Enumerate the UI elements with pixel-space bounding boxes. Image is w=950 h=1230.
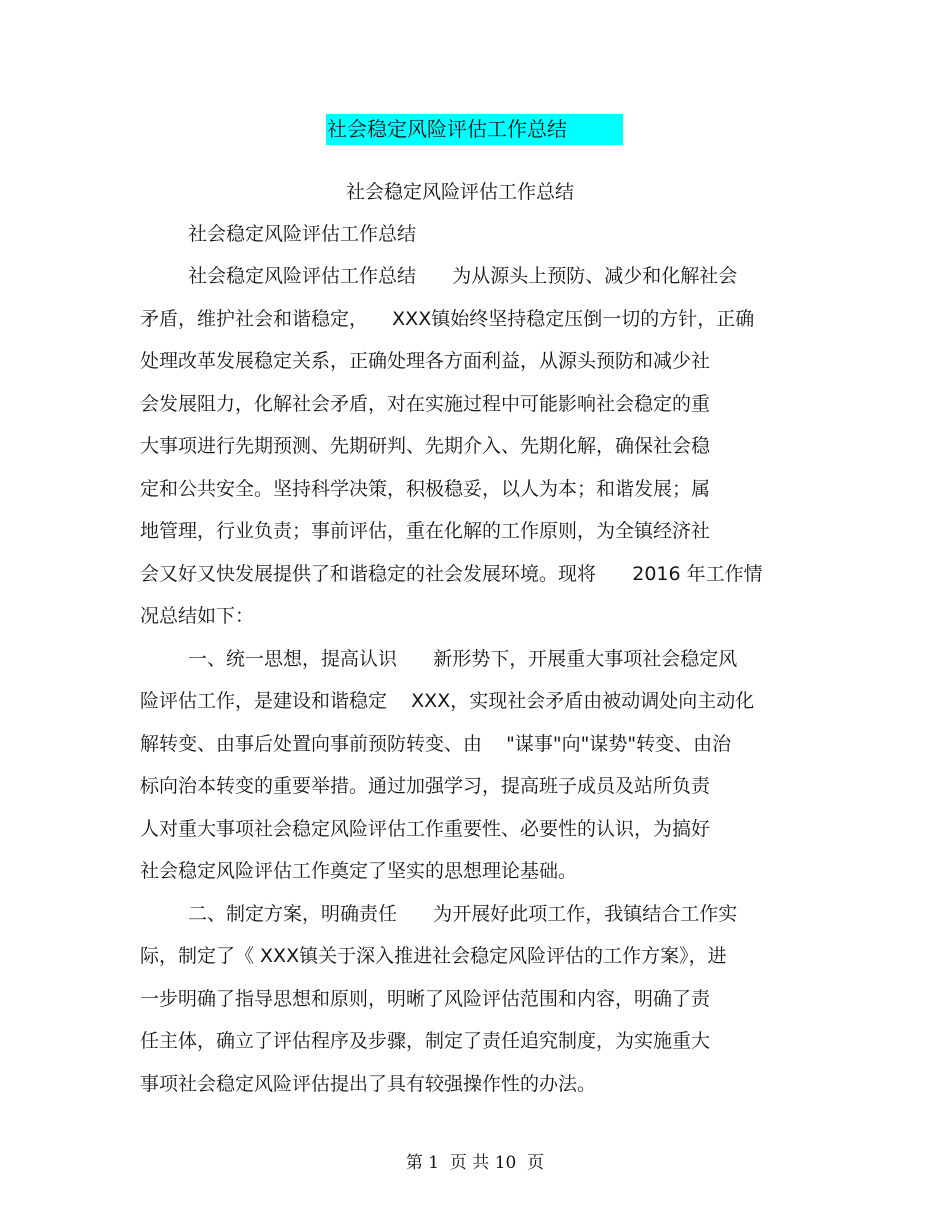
body-line: 况总结如下： — [140, 605, 255, 627]
body-line: 一步明确了指导思想和原则，明晰了风险评估范围和内容，明确了责 — [140, 988, 711, 1010]
document-title: 社会稳定风险评估工作总结 — [326, 114, 623, 145]
body-line: 事项社会稳定风险评估提出了具有较强操作性的办法。 — [140, 1073, 597, 1095]
body-line: 会又好又快发展提供了和谐稳定的社会发展环境。现将 2016 年工作情 — [140, 563, 763, 585]
body-line: 定和公共安全。坚持科学决策，积极稳妥，以人为本；和谐发展；属 — [140, 478, 711, 500]
body-line: 矛盾，维护社会和谐稳定， XXX镇始终坚持稳定压倒一切的方针，正确 — [140, 308, 755, 330]
body-line: 社会稳定风险评估工作奠定了坚实的思想理论基础。 — [140, 860, 578, 882]
body-line: 解转变、由事后处置向事前预防转变、由 "谋事"向"谋势"转变、由治 — [140, 733, 732, 755]
body-line: 大事项进行先期预测、先期研判、先期介入、先期化解，确保社会稳 — [140, 435, 711, 457]
page-footer: 第 1 页 共 10 页 — [405, 1153, 545, 1173]
body-line: 人对重大事项社会稳定风险评估工作重要性、必要性的认识，为搞好 — [140, 818, 711, 840]
document-subtitle: 社会稳定风险评估工作总结 — [346, 181, 575, 203]
section-heading-line: 二、制定方案，明确责任 为开展好此项工作，我镇结合工作实 — [188, 903, 738, 925]
body-line: 会发展阻力，化解社会矛盾，对在实施过程中可能影响社会稳定的重 — [140, 393, 711, 415]
body-line: 处理改革发展稳定关系，正确处理各方面利益，从源头预防和减少社 — [140, 350, 711, 372]
section-heading-line: 一、统一思想，提高认识 新形势下，开展重大事项社会稳定风 — [188, 648, 738, 670]
body-line: 地管理，行业负责；事前评估，重在化解的工作原则，为全镇经济社 — [140, 520, 711, 542]
body-line: 社会稳定风险评估工作总结 — [188, 223, 417, 245]
body-line: 任主体，确立了评估程序及步骤，制定了责任追究制度，为实施重大 — [140, 1030, 711, 1052]
body-line: 际，制定了《 XXX镇关于深入推进社会稳定风险评估的工作方案》，进 — [140, 945, 727, 967]
body-line: 险评估工作，是建设和谐稳定 XXX，实现社会矛盾由被动调处向主动化 — [140, 690, 755, 712]
body-line: 社会稳定风险评估工作总结 为从源头上预防、减少和化解社会 — [188, 265, 738, 287]
body-line: 标向治本转变的重要举措。通过加强学习，提高班子成员及站所负责 — [140, 775, 711, 797]
